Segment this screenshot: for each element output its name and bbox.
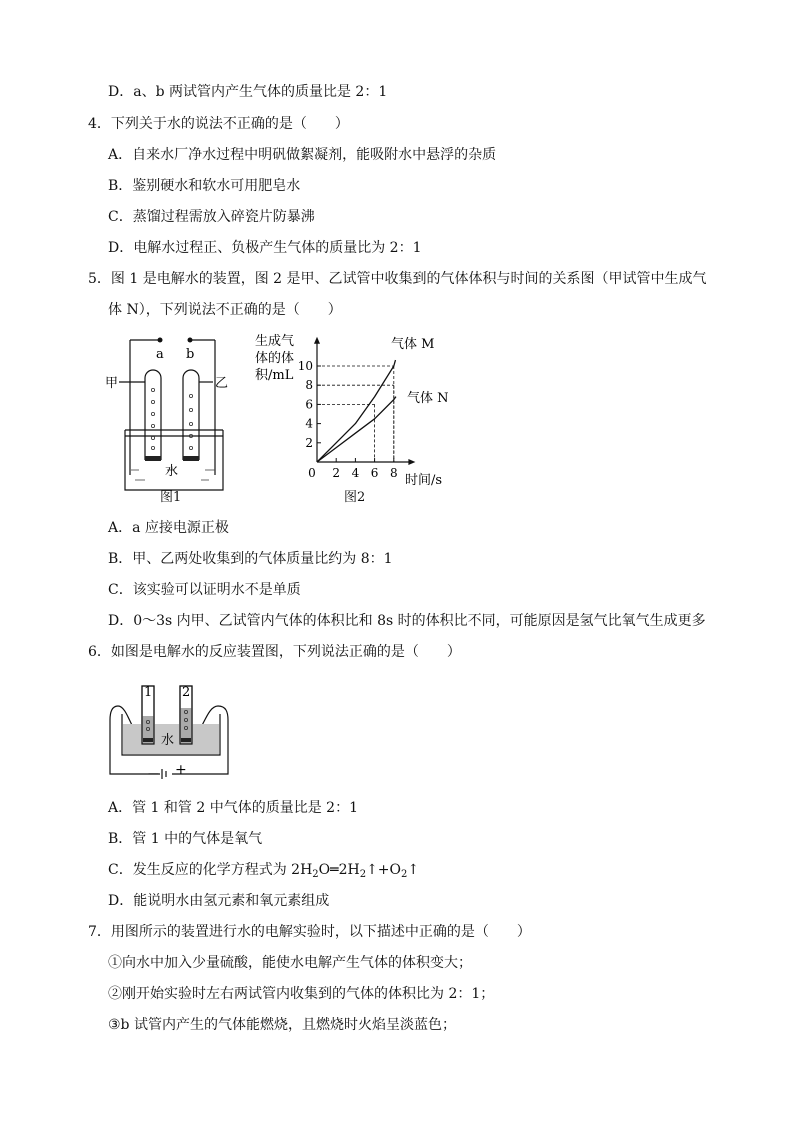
q5-option-d: D．0～3s 内甲、乙试管内气体的体积比和 8s 时的体积比不同，可能原因是氢气比氧气生成更多: [108, 613, 706, 629]
x-axis-arrow: [408, 459, 415, 465]
water-label: 水: [161, 733, 175, 748]
q6-stem: 6．如图是电解水的反应装置图，下列说法正确的是（ ）: [88, 644, 461, 660]
sub: 2: [359, 869, 367, 880]
q5-option-c: C．该实验可以证明水不是单质: [108, 582, 301, 598]
q6-option-d: D．能说明水由氢元素和氧元素组成: [108, 893, 330, 909]
q5-figure2-chart: [255, 330, 465, 505]
beaker: [125, 430, 223, 490]
y-axis-arrow: [314, 337, 320, 344]
electrode-2: [181, 738, 191, 742]
fig2-caption: 图2: [344, 490, 366, 505]
electrode-yi: [183, 456, 199, 461]
q6-option-a: A．管 1 和管 2 中气体的质量比是 2：1: [108, 800, 358, 816]
label-b: b: [186, 347, 195, 362]
chart-ylabel-1: 生成气: [255, 334, 295, 349]
q4-option-c: C．蒸馏过程需放入碎瓷片防暴沸: [108, 209, 315, 225]
electrode-jia: [145, 456, 161, 461]
terminal-a: [158, 338, 163, 343]
q7-item-3: ③b 试管内产生的气体能燃烧，且燃烧时火焰呈淡蓝色；: [108, 1017, 456, 1033]
y-tick-label: 8: [305, 378, 313, 393]
q6-option-c-prefix: C．发生反应的化学方程式为 2H: [108, 862, 313, 878]
fig1-caption: 图1: [160, 490, 182, 505]
x-tick-label: 6: [370, 466, 379, 480]
series-line-n: [317, 397, 396, 462]
q4-option-a: A．自来水厂净水过程中明矾做絮凝剂，能吸附水中悬浮的杂质: [108, 147, 497, 163]
q5-stem-line1: 5．图 1 是电解水的装置，图 2 是甲、乙试管中收集到的气体体积与时间的关系图（甲试管中生成气: [88, 271, 707, 287]
terminal-b: [188, 338, 193, 343]
x-tick-label: 8: [389, 466, 398, 480]
y-tick-label: 10: [297, 359, 313, 373]
q7-item-1: ①向水中加入少量硫酸，能使水电解产生气体的体积变大；: [108, 955, 472, 971]
chart-xlabel: 时间/s: [405, 473, 443, 488]
y-tick-label: 2: [305, 435, 313, 450]
q4-option-b: B．鉴别硬水和软水可用肥皂水: [108, 178, 301, 194]
q7-item-2: ②刚开始实验时左右两试管内收集到的气体的体积比为 2：1；: [108, 986, 495, 1002]
tube-1-label: 1: [144, 685, 153, 700]
sub: 2: [401, 869, 408, 880]
q5-option-b: B．甲、乙两处收集到的气体质量比约为 8：1: [108, 551, 393, 567]
q6-option-b: B．管 1 中的气体是氧气: [108, 831, 263, 847]
series-line-m: [317, 360, 395, 462]
plus-label: +: [175, 762, 187, 778]
sub: 2: [312, 869, 319, 880]
x-tick-label: 0: [308, 466, 316, 480]
series-label-m: 气体 M: [391, 337, 435, 352]
label-yi: 乙: [215, 376, 229, 391]
q5-figure1-apparatus: [105, 330, 240, 510]
formula-part: ↑+O: [366, 862, 402, 878]
chart-ylabel-3: 积/mL: [255, 368, 294, 383]
y-tick-label: 6: [305, 397, 313, 412]
q6-figure-apparatus: [108, 676, 233, 781]
series-label-n: 气体 N: [407, 391, 449, 406]
q5-option-a: A．a 应接电源正极: [108, 520, 229, 536]
q3-option-d: D．a、b 两试管内产生气体的质量比是 2：1: [108, 84, 388, 100]
q5-stem-line2: 体 N），下列说法不正确的是（ ）: [108, 302, 342, 318]
minus-label: —: [148, 767, 159, 780]
chart-ylabel-2: 体的体: [255, 351, 295, 366]
q7-stem: 7．用图所示的装置进行水的电解实验时，以下描述中正确的是（ ）: [88, 924, 531, 940]
q4-stem: 4．下列关于水的说法不正确的是（ ）: [88, 116, 349, 132]
label-jia: 甲: [105, 376, 119, 391]
x-tick-label: 4: [351, 466, 360, 480]
formula-part: O═2H: [318, 862, 360, 878]
formula-part: ↑: [407, 862, 420, 878]
q4-option-d: D．电解水过程正、负极产生气体的质量比为 2：1: [108, 240, 422, 256]
tube-2-label: 2: [182, 685, 191, 700]
y-tick-label: 4: [305, 416, 313, 431]
x-tick-label: 2: [332, 466, 341, 480]
electrode-1: [143, 738, 153, 742]
label-a: a: [156, 347, 164, 362]
q6-option-c: [108, 860, 419, 880]
label-water: 水: [165, 464, 179, 479]
